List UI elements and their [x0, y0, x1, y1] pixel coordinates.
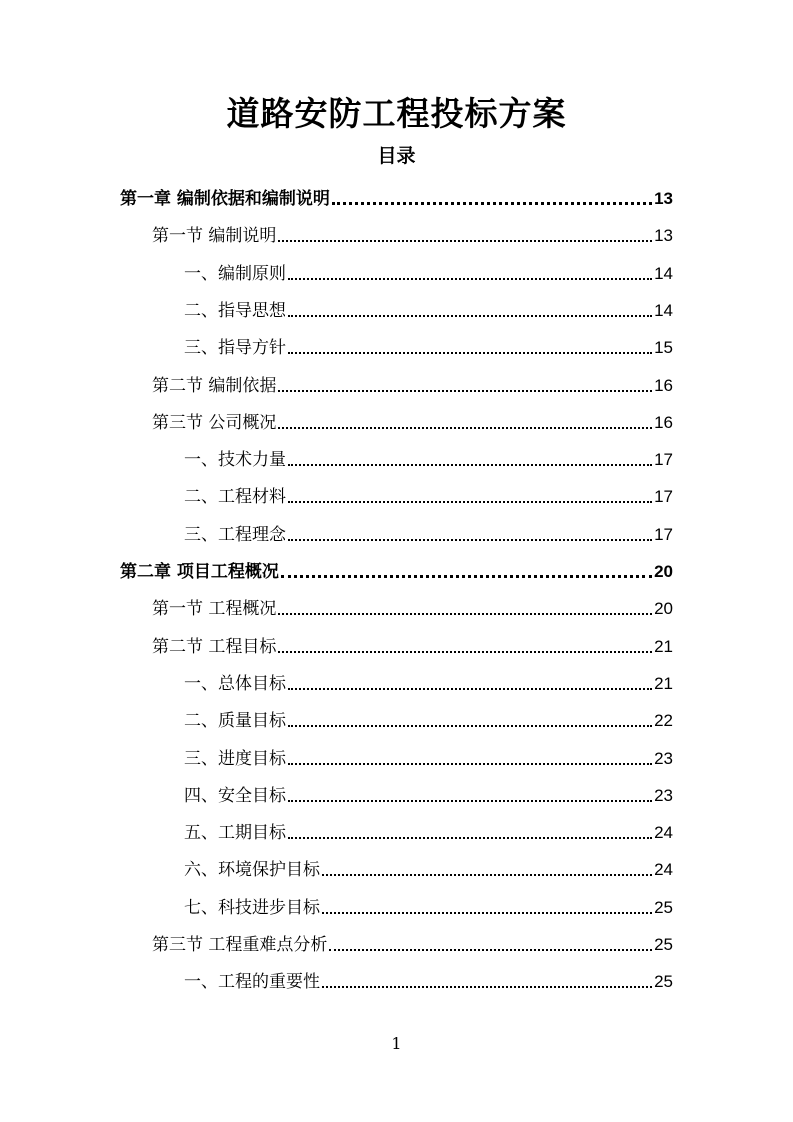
page-number: 1: [391, 1034, 402, 1053]
toc-entry-label: 第二节 工程目标: [152, 636, 277, 657]
toc-entry-label: 三、工程理念: [184, 524, 286, 545]
toc-entry-label: 一、总体目标: [184, 673, 286, 694]
toc-entry-page: 22: [654, 711, 673, 731]
toc-dot-leader: [288, 315, 652, 317]
toc-entry-page: 25: [654, 935, 673, 954]
toc-entry[interactable]: [120, 180, 673, 210]
toc-entry[interactable]: [152, 590, 673, 620]
toc-entry-page: 14: [654, 263, 673, 283]
toc-dot-leader: [278, 390, 652, 392]
toc-entry[interactable]: [184, 516, 673, 546]
toc-dot-leader: [278, 613, 652, 615]
toc-entry-page: 23: [654, 748, 673, 768]
document-title: 道路安防工程投标方案: [226, 94, 567, 133]
toc-dot-leader: [288, 725, 652, 727]
toc-dot-leader: [329, 949, 652, 951]
toc-entry[interactable]: [184, 702, 673, 732]
toc-entry[interactable]: [184, 740, 673, 770]
toc-dot-leader: [288, 688, 652, 690]
toc-entry-label: 三、进度目标: [184, 748, 286, 769]
toc-dot-leader: [278, 427, 652, 429]
toc-entry[interactable]: [184, 963, 673, 993]
toc-entry-label: 二、工程材料: [184, 487, 286, 508]
toc-entry[interactable]: [120, 553, 673, 583]
toc-entry-page: 24: [654, 823, 673, 843]
toc-entry[interactable]: [184, 292, 673, 322]
toc-entry-label: 第二章 项目工程概况: [120, 562, 279, 582]
toc-dot-leader: [288, 464, 652, 466]
toc-entry-label: 三、指导方针: [184, 338, 286, 359]
toc-entry[interactable]: [184, 665, 673, 695]
toc-dot-leader: [288, 763, 652, 765]
toc-dot-leader: [322, 912, 652, 914]
toc-entry-page: 16: [654, 412, 673, 432]
toc-entry-label: 六、环境保护目标: [184, 860, 320, 881]
toc-entry-page: 25: [654, 972, 673, 992]
toc-dot-leader: [288, 501, 652, 503]
toc-entry-label: 第三节 工程重难点分析: [152, 935, 328, 955]
toc-entry-page: 17: [654, 524, 673, 544]
toc-entry-label: 第一章 编制依据和编制说明: [120, 189, 330, 209]
toc-dot-leader: [288, 278, 652, 280]
toc-entry[interactable]: [152, 628, 673, 658]
toc-entry[interactable]: [184, 441, 673, 471]
toc-dot-leader: [288, 352, 652, 354]
toc-entry-label: 四、安全目标: [184, 785, 286, 806]
toc-entry[interactable]: [184, 889, 673, 919]
toc-heading: 目录: [377, 145, 416, 167]
toc-entry-label: 五、工期目标: [184, 823, 286, 844]
toc-entry-label: 二、指导思想: [184, 300, 286, 321]
toc-entry-label: 一、工程的重要性: [184, 972, 320, 993]
toc-entry[interactable]: [184, 777, 673, 807]
toc-entry-page: 13: [654, 189, 673, 208]
toc-entry-page: 21: [654, 673, 673, 693]
toc-dot-leader: [278, 651, 652, 653]
toc-dot-leader: [332, 202, 652, 205]
toc-entry-page: 15: [654, 338, 673, 358]
toc-entry-label: 一、技术力量: [184, 450, 286, 471]
toc-entry-label: 第一节 编制说明: [152, 226, 277, 247]
toc-entry-page: 20: [654, 562, 673, 581]
toc-entry[interactable]: [184, 329, 673, 359]
toc-entry[interactable]: [184, 851, 673, 881]
toc-entry[interactable]: [152, 926, 673, 956]
toc-entry[interactable]: [184, 255, 673, 285]
toc-dot-leader: [288, 837, 652, 839]
toc-entry-page: 13: [654, 226, 673, 246]
toc-entry[interactable]: [184, 478, 673, 508]
toc-entry-label: 第一节 工程概况: [152, 599, 277, 620]
toc-dot-leader: [288, 539, 652, 541]
toc-entry-page: 20: [654, 599, 673, 619]
toc-entry[interactable]: [152, 367, 673, 397]
toc-entry-page: 24: [654, 860, 673, 880]
toc-entry-page: 23: [654, 785, 673, 805]
toc-entry-page: 17: [654, 487, 673, 507]
toc-dot-leader: [278, 240, 652, 242]
toc-entry-label: 二、质量目标: [184, 711, 286, 732]
toc-entry-page: 25: [654, 897, 673, 917]
toc-entry-label: 一、编制原则: [184, 263, 286, 284]
toc-entry-label: 第二节 编制依据: [152, 375, 277, 396]
toc-dot-leader: [322, 986, 652, 988]
toc-entry[interactable]: [152, 404, 673, 434]
toc-entry-page: 14: [654, 300, 673, 320]
toc-entry-page: 21: [654, 636, 673, 656]
toc-dot-leader: [288, 800, 652, 802]
toc-entry-label: 第三节 公司概况: [152, 412, 277, 433]
toc-entry-page: 16: [654, 375, 673, 395]
toc-entry-page: 17: [654, 450, 673, 470]
toc-entry[interactable]: [152, 217, 673, 247]
toc-entry-label: 七、科技进步目标: [184, 897, 320, 918]
toc-entry[interactable]: [184, 814, 673, 844]
toc-dot-leader: [322, 874, 652, 876]
toc-dot-leader: [281, 575, 652, 578]
